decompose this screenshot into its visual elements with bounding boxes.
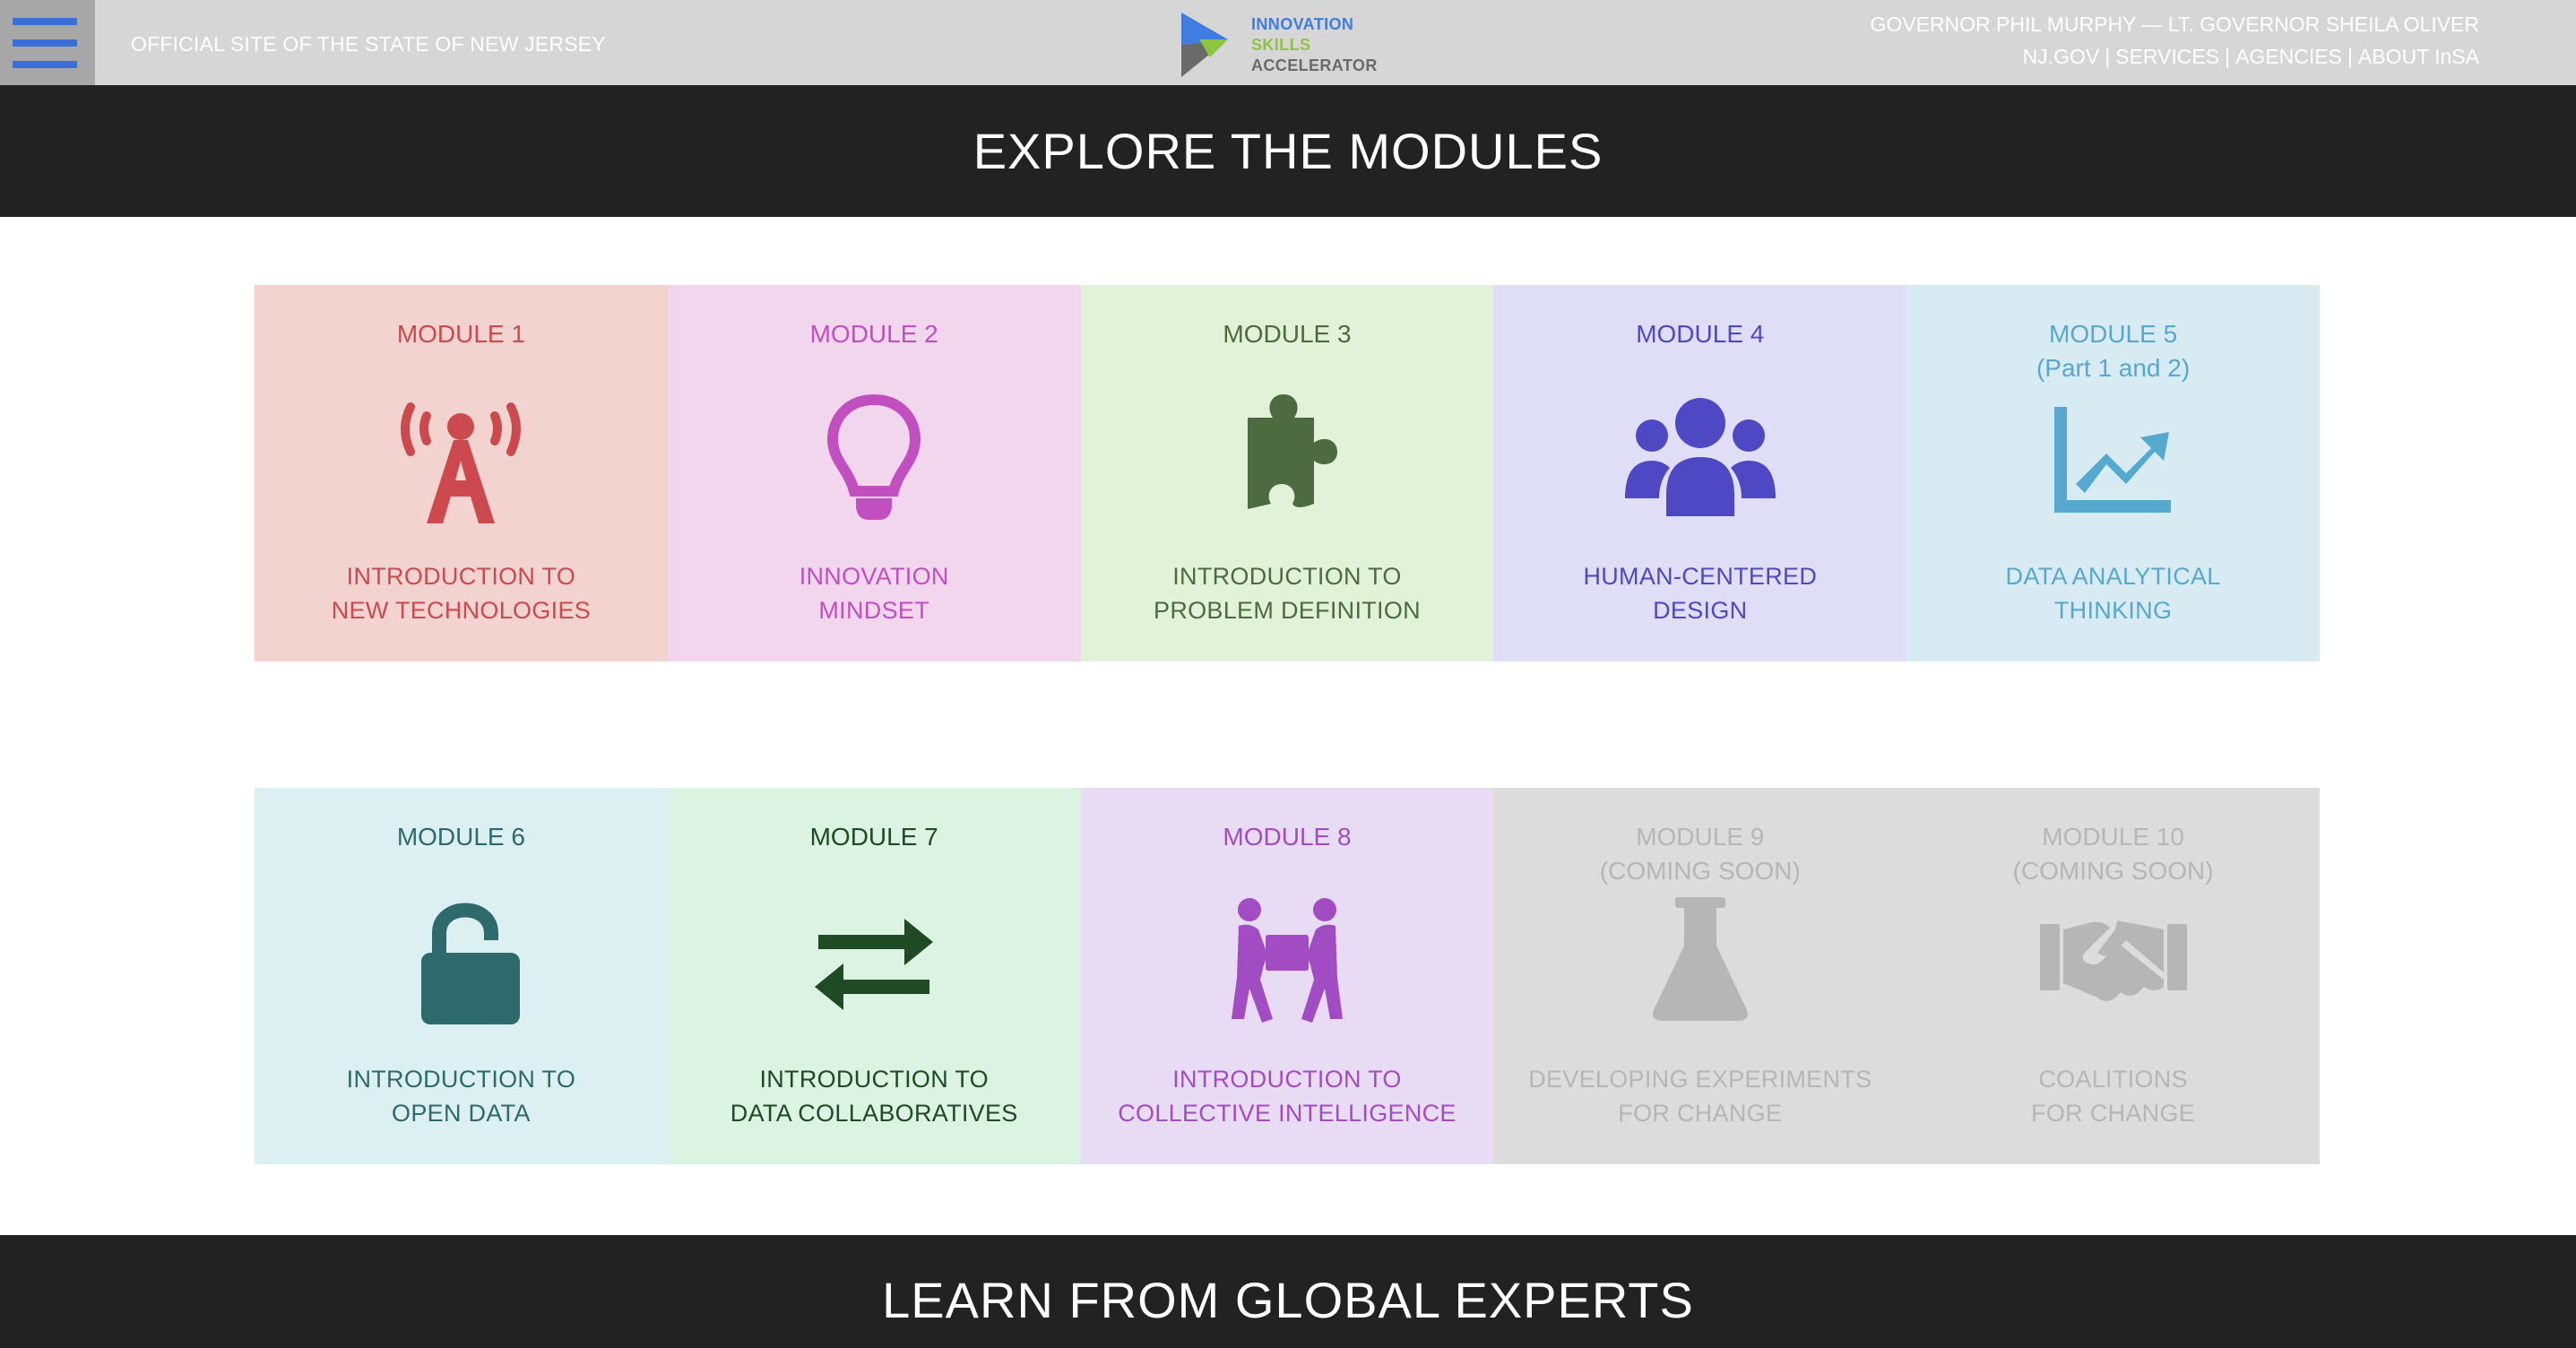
menu-line-icon [13,61,77,68]
people-carry-icon [1206,894,1368,1028]
module-title: INNOVATION MINDSET [799,563,949,624]
link-agencies[interactable]: AGENCIES [2235,45,2342,68]
lightbulb-icon [793,391,955,525]
puzzle-piece-icon [1206,391,1368,525]
module-9-card[interactable] [1493,788,1906,1164]
section-title-experts: LEARN FROM GLOBAL EXPERTS [882,1272,1694,1328]
module-title: HUMAN-CENTERED DESIGN [1583,563,1818,624]
module-4-card[interactable] [1493,285,1906,661]
broadcast-tower-icon [380,391,541,525]
logo-line-accelerator: ACCELERATOR [1251,56,1378,74]
section-title-modules: EXPLORE THE MODULES [972,123,1604,179]
module-3-card[interactable] [1081,285,1494,661]
module-label: MODULE 5 (Part 1 and 2) [2036,320,2191,382]
link-services[interactable]: SERVICES [2115,45,2220,68]
link-about-insa[interactable]: ABOUT InSA [2357,45,2479,68]
module-10-card[interactable] [1906,788,2320,1164]
users-icon [1620,391,1781,525]
hamburger-menu-button[interactable] [0,0,95,85]
insa-logo[interactable] [1178,13,1384,77]
link-separator: | [2105,45,2111,68]
chart-line-icon [2033,391,2194,525]
module-label: MODULE 2 [809,320,938,348]
logo-line-skills: SKILLS [1251,36,1311,54]
menu-line-icon [13,39,77,47]
module-6-card[interactable] [255,788,668,1164]
official-site-label: OFFICIAL SITE OF THE STATE OF NEW JERSEY [131,32,606,56]
link-nj-gov[interactable]: NJ.GOV [2022,45,2100,68]
module-1-card[interactable] [255,285,668,661]
link-separator: | [2347,45,2353,68]
play-logo-icon [1178,13,1246,77]
module-title: INTRODUCTION TO OPEN DATA [346,1066,576,1127]
logo-line-innovation: INNOVATION [1251,15,1354,33]
module-title: INTRODUCTION TO PROBLEM DEFINITION [1154,563,1421,624]
module-label: MODULE 1 [396,320,525,348]
unlock-icon [380,894,541,1028]
modules-row-1 [255,285,2320,661]
module-label: MODULE 10 (COMING SOON) [2012,823,2214,885]
module-label: MODULE 9 (COMING SOON) [1599,823,1801,885]
module-5-card[interactable] [1906,285,2320,661]
logo-wordmark [1251,14,1378,76]
handshake-icon [2033,894,2194,1028]
module-label: MODULE 6 [396,823,525,851]
module-label: MODULE 3 [1223,320,1352,348]
modules-section-header [0,85,2576,217]
module-label: MODULE 8 [1223,823,1352,851]
module-title: DATA ANALYTICAL THINKING [2005,563,2221,624]
menu-line-icon [13,18,77,25]
top-bar [0,0,2576,85]
link-separator: | [2225,45,2231,68]
module-label: MODULE 7 [809,823,938,851]
module-title: INTRODUCTION TO COLLECTIVE INTELLIGENCE [1118,1066,1457,1127]
modules-row-2 [255,788,2320,1164]
experts-section-header [0,1235,2576,1348]
module-7-card[interactable] [668,788,1081,1164]
header-links [2023,45,2479,69]
module-title: INTRODUCTION TO NEW TECHNOLOGIES [331,563,592,624]
module-title: DEVELOPING EXPERIMENTS FOR CHANGE [1528,1066,1872,1127]
module-2-card[interactable] [668,285,1081,661]
module-title: COALITIONS FOR CHANGE [2031,1066,2196,1127]
module-8-card[interactable] [1081,788,1494,1164]
exchange-arrows-icon [793,894,955,1028]
flask-icon [1620,894,1781,1028]
module-title: INTRODUCTION TO DATA COLLABORATIVES [730,1066,1018,1127]
governor-line: GOVERNOR PHIL MURPHY — LT. GOVERNOR SHEILA OLIVER [1870,13,2479,36]
module-label: MODULE 4 [1636,320,1765,348]
